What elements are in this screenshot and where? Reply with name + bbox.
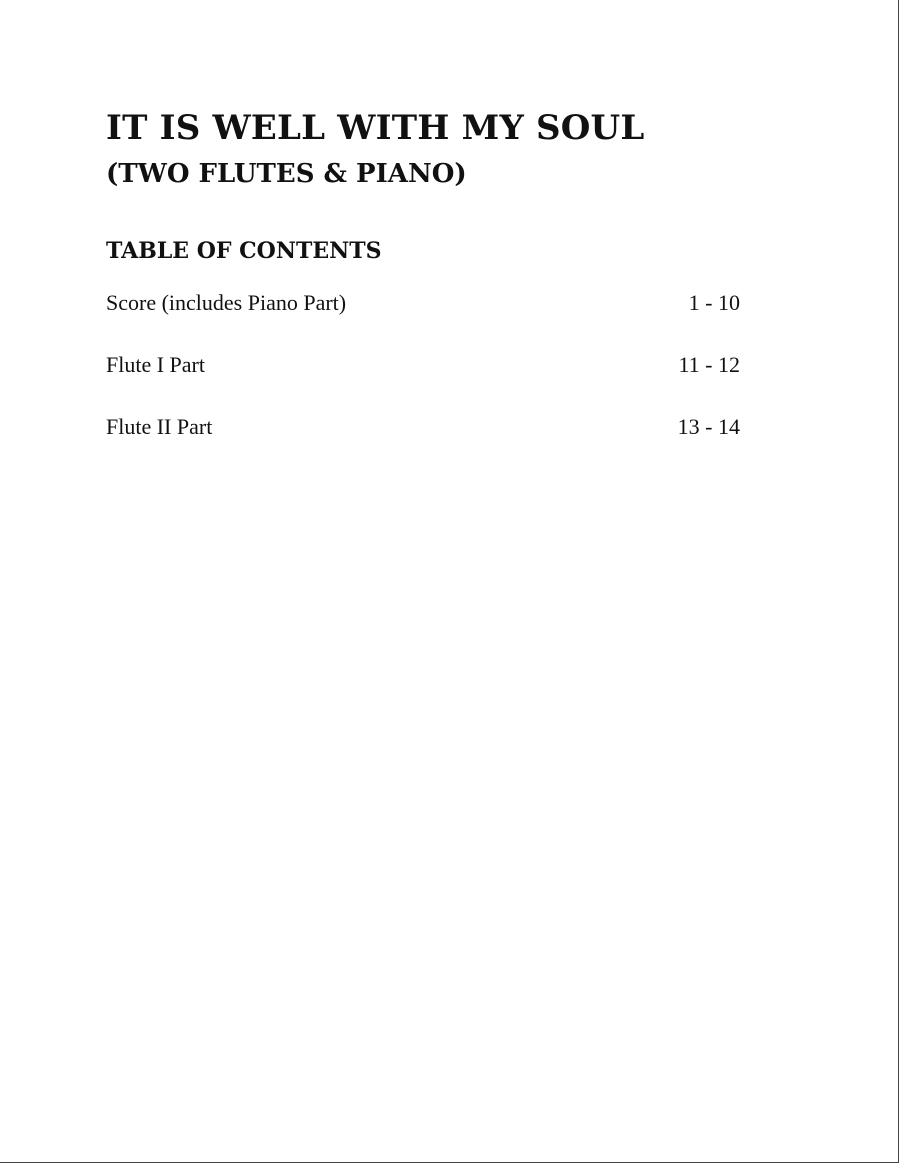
toc-entry-pages: 11 - 12 xyxy=(678,352,740,377)
toc-entry-flute-1 xyxy=(106,352,746,414)
toc-entry-label: Score (includes Piano Part) xyxy=(106,290,347,315)
document-subtitle: (TWO FLUTES & PIANO) xyxy=(106,159,467,189)
toc-heading: TABLE OF CONTENTS xyxy=(106,238,382,264)
toc-entry-pages: 1 - 10 xyxy=(688,290,740,315)
toc-entry-label: Flute II Part xyxy=(106,414,213,439)
table-of-contents xyxy=(106,290,746,476)
toc-entry-label: Flute I Part xyxy=(106,352,205,377)
toc-entry-flute-2 xyxy=(106,414,746,476)
toc-entry-score xyxy=(106,290,746,352)
document-title: IT IS WELL WITH MY SOUL xyxy=(106,108,645,148)
toc-entry-pages: 13 - 14 xyxy=(677,414,740,439)
